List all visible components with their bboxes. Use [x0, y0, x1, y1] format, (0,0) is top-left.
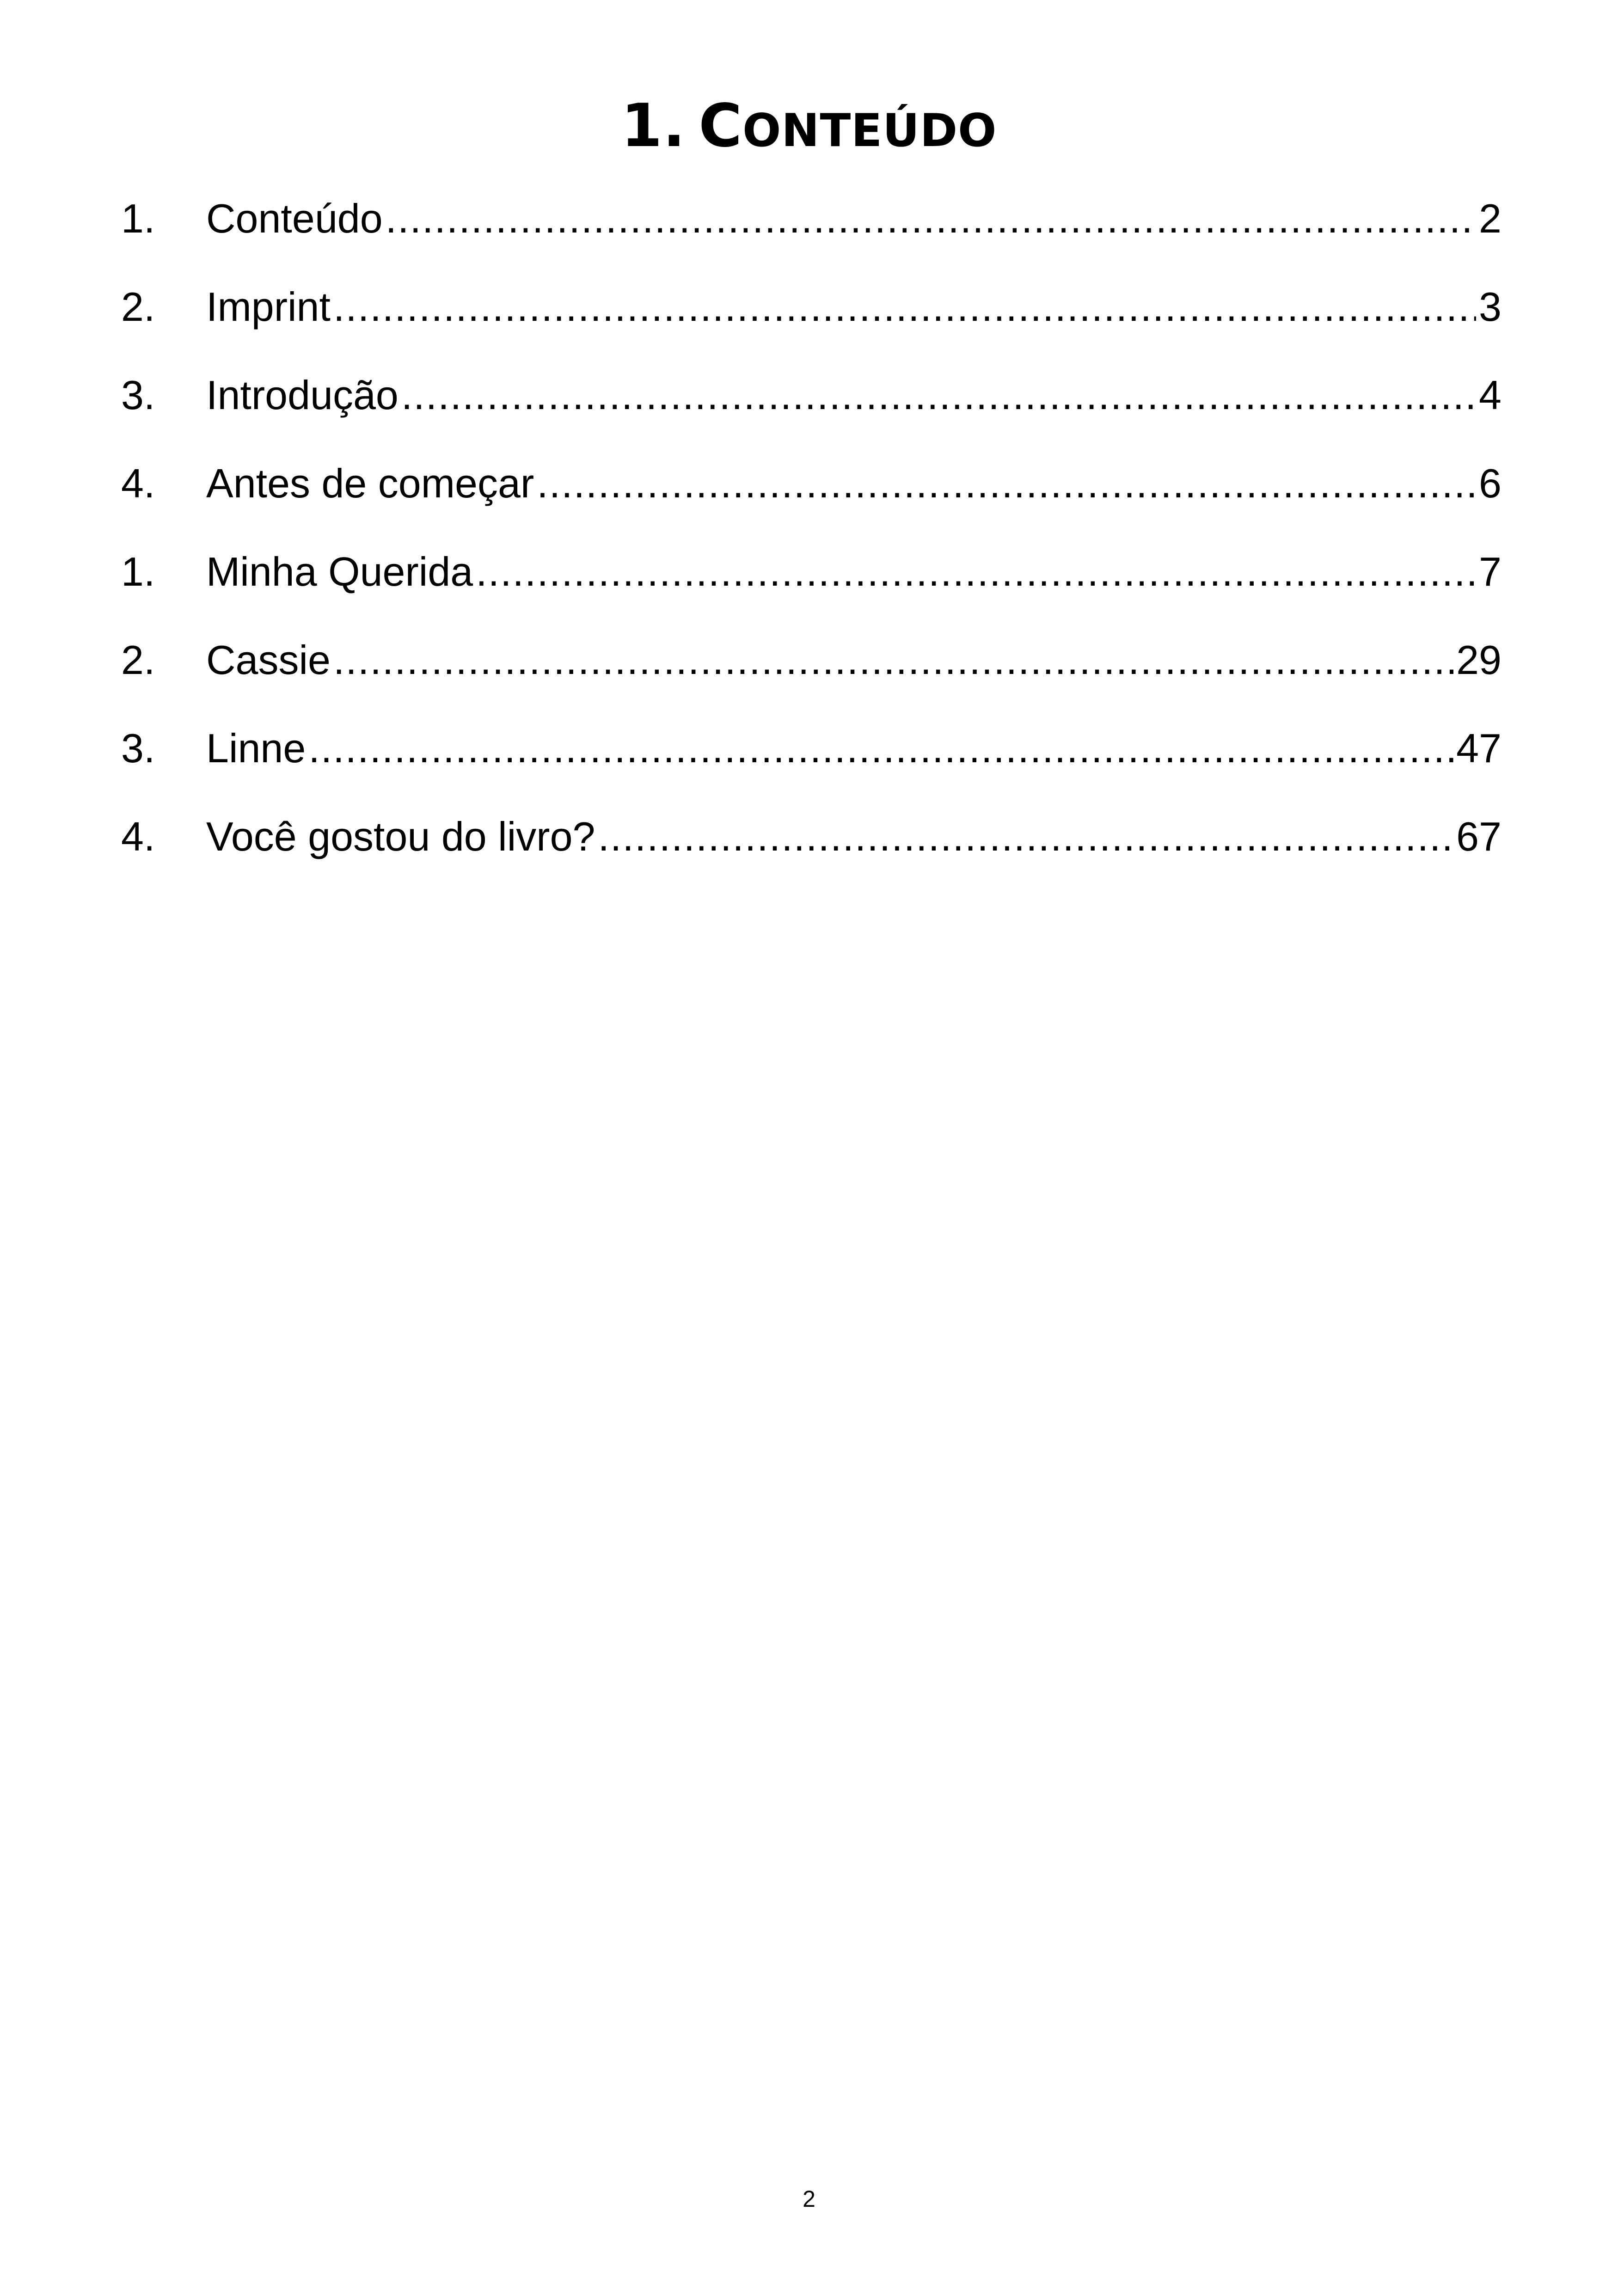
toc-entry-label: Cassie [206, 637, 331, 683]
toc-entry-number: 4. [121, 814, 155, 859]
toc-entry[interactable] [121, 537, 1502, 625]
toc-entry-number: 3. [121, 725, 155, 771]
toc-entry-label: Introdução [206, 372, 398, 418]
toc-dot-leader [386, 184, 1476, 253]
toc-entry[interactable] [121, 361, 1502, 449]
toc-entry-page: 7 [1479, 549, 1502, 594]
toc-entry-page: 67 [1456, 814, 1502, 859]
toc-dot-leader [333, 272, 1476, 342]
toc-entry-label: Você gostou do livro? [206, 814, 595, 859]
toc-entry[interactable] [121, 184, 1502, 272]
toc-entry-number: 3. [121, 372, 155, 418]
toc-entry-label: Conteúdo [206, 196, 383, 241]
page-number: 2 [803, 2186, 815, 2212]
toc-entry[interactable] [121, 272, 1502, 361]
toc-entry-number: 2. [121, 284, 155, 330]
toc-entry-page: 3 [1479, 284, 1502, 330]
toc-entry-number: 1. [121, 549, 155, 594]
toc-entry-page: 29 [1456, 637, 1502, 683]
page-title-initial: C [699, 92, 743, 160]
toc-entry-label: Minha Querida [206, 549, 473, 594]
toc-entry-page: 4 [1479, 372, 1502, 418]
page-title-number: 1. [621, 92, 686, 160]
toc-entry[interactable] [121, 449, 1502, 537]
toc-entry[interactable] [121, 625, 1502, 714]
table-of-contents [121, 184, 1502, 890]
toc-entry[interactable] [121, 714, 1502, 802]
toc-entry-number: 4. [121, 460, 155, 506]
toc-entry-page: 6 [1479, 460, 1502, 506]
toc-entry-page: 2 [1479, 196, 1502, 241]
toc-dot-leader [401, 361, 1476, 430]
toc-entry-label: Imprint [206, 284, 331, 330]
page-title-rest: ONTEÚDO [742, 104, 997, 157]
toc-entry-number: 2. [121, 637, 155, 683]
toc-dot-leader [476, 537, 1476, 606]
toc-dot-leader [598, 802, 1453, 871]
page-title [0, 82, 1618, 175]
toc-entry-page: 47 [1456, 725, 1502, 771]
toc-entry-label: Antes de começar [206, 460, 534, 506]
toc-dot-leader [333, 625, 1453, 695]
toc-entry-label: Linne [206, 725, 306, 771]
toc-dot-leader [308, 714, 1453, 783]
toc-entry-number: 1. [121, 196, 155, 241]
toc-entry[interactable] [121, 802, 1502, 890]
toc-dot-leader [537, 449, 1476, 518]
